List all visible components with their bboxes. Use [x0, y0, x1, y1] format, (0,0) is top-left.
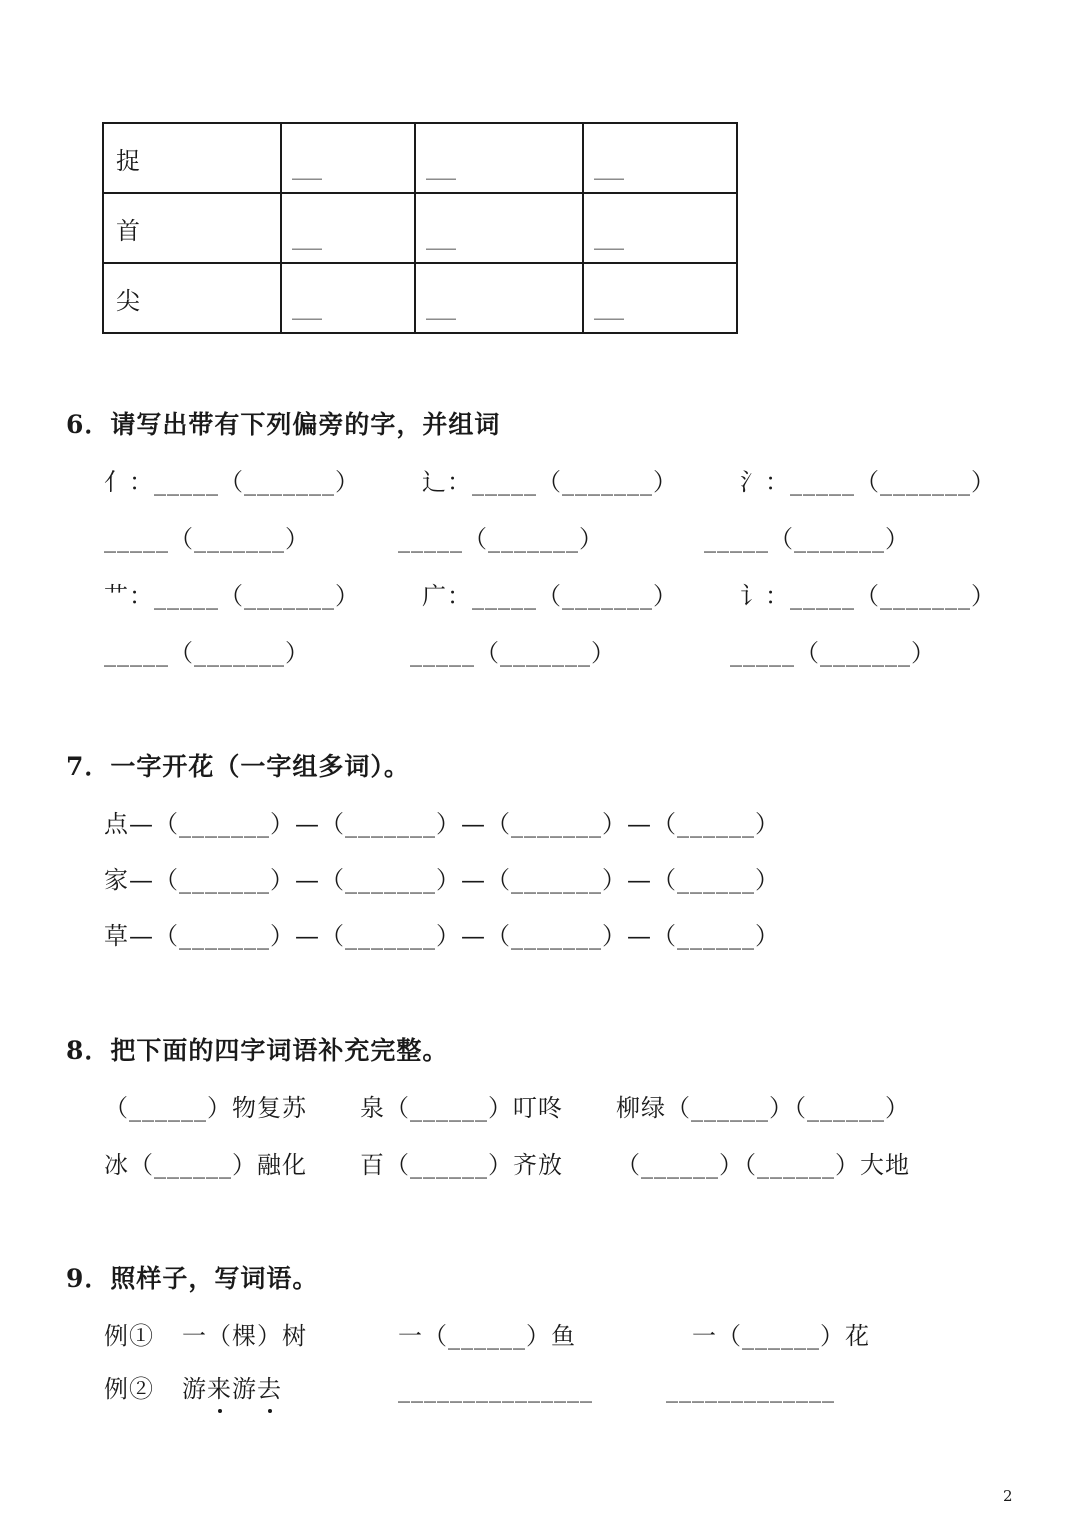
q7-line[interactable]: 家—（_______）—（_______）—（_______）—（______）: [104, 866, 780, 894]
q6-item[interactable]: 艹：_____（_______）: [104, 582, 360, 610]
table-blank[interactable]: ___: [292, 226, 322, 250]
q6-item[interactable]: _____（_______）: [398, 525, 604, 553]
table-char: 捉: [103, 123, 281, 193]
q8-item[interactable]: 冰（______）融化: [104, 1151, 307, 1179]
q8-item[interactable]: （______）（______）大地: [616, 1151, 910, 1179]
table-blank[interactable]: ___: [292, 156, 322, 180]
example-label: 例①: [104, 1322, 154, 1350]
table-char: 首: [103, 193, 281, 263]
example-sample-dotted: [182, 1374, 282, 1404]
table-blank[interactable]: ___: [594, 156, 624, 180]
table-row: [103, 193, 737, 263]
q6-item[interactable]: 广：_____（_______）: [422, 582, 678, 610]
q7-line[interactable]: 草—（_______）—（_______）—（_______）—（______）: [104, 922, 780, 950]
q9-item[interactable]: 一（______）鱼: [398, 1322, 576, 1350]
q6-item[interactable]: 氵：_____（_______）: [740, 468, 996, 496]
q9-title: 9．照样子，写词语。: [66, 1264, 319, 1293]
table-char: 尖: [103, 263, 281, 333]
example-sample: 一（棵）树: [182, 1322, 307, 1350]
q6-item[interactable]: _____（_______）: [410, 639, 616, 667]
q9-blank-line[interactable]: _____________: [666, 1375, 835, 1403]
q7-title: 7．一字开花（一字组多词）。: [66, 752, 410, 781]
q6-title: 6．请写出带有下列偏旁的字，并组词: [66, 410, 501, 439]
q6-item[interactable]: 辶：_____（_______）: [422, 468, 678, 496]
q9-item[interactable]: 一（______）花: [692, 1322, 870, 1350]
q7-line[interactable]: 点—（_______）—（_______）—（_______）—（______）: [104, 810, 780, 838]
sample-char: 游: [232, 1375, 257, 1403]
q8-item[interactable]: （______）物复苏: [104, 1094, 307, 1122]
sample-char: 游: [182, 1375, 207, 1403]
table-row: [103, 263, 737, 333]
table-blank[interactable]: ___: [292, 296, 322, 320]
q8-item[interactable]: 百（______）齐放: [360, 1151, 563, 1179]
q6-item[interactable]: _____（_______）: [730, 639, 936, 667]
sample-char-emphasis: 去: [257, 1375, 282, 1403]
table-blank[interactable]: ___: [426, 226, 456, 250]
q6-item[interactable]: _____（_______）: [104, 639, 310, 667]
q6-item[interactable]: _____（_______）: [704, 525, 910, 553]
example-label: 例②: [104, 1375, 154, 1403]
q6-item[interactable]: _____（_______）: [104, 525, 310, 553]
q8-item[interactable]: 柳绿（______）（______）: [616, 1094, 910, 1122]
table-blank[interactable]: ___: [594, 296, 624, 320]
table-blank[interactable]: ___: [426, 296, 456, 320]
word-table: [102, 122, 738, 334]
table-row: [103, 123, 737, 193]
q6-item[interactable]: 亻：_____（_______）: [104, 468, 360, 496]
table-blank[interactable]: ___: [426, 156, 456, 180]
sample-char-emphasis: 来: [207, 1375, 232, 1403]
q8-title: 8．把下面的四字词语补充完整。: [66, 1036, 449, 1065]
q6-item[interactable]: 讠：_____（_______）: [740, 582, 996, 610]
table-blank[interactable]: ___: [594, 226, 624, 250]
q9-blank-line[interactable]: _______________: [398, 1375, 593, 1403]
page-number: 2: [1003, 1487, 1013, 1505]
q8-item[interactable]: 泉（______）叮咚: [360, 1094, 563, 1122]
